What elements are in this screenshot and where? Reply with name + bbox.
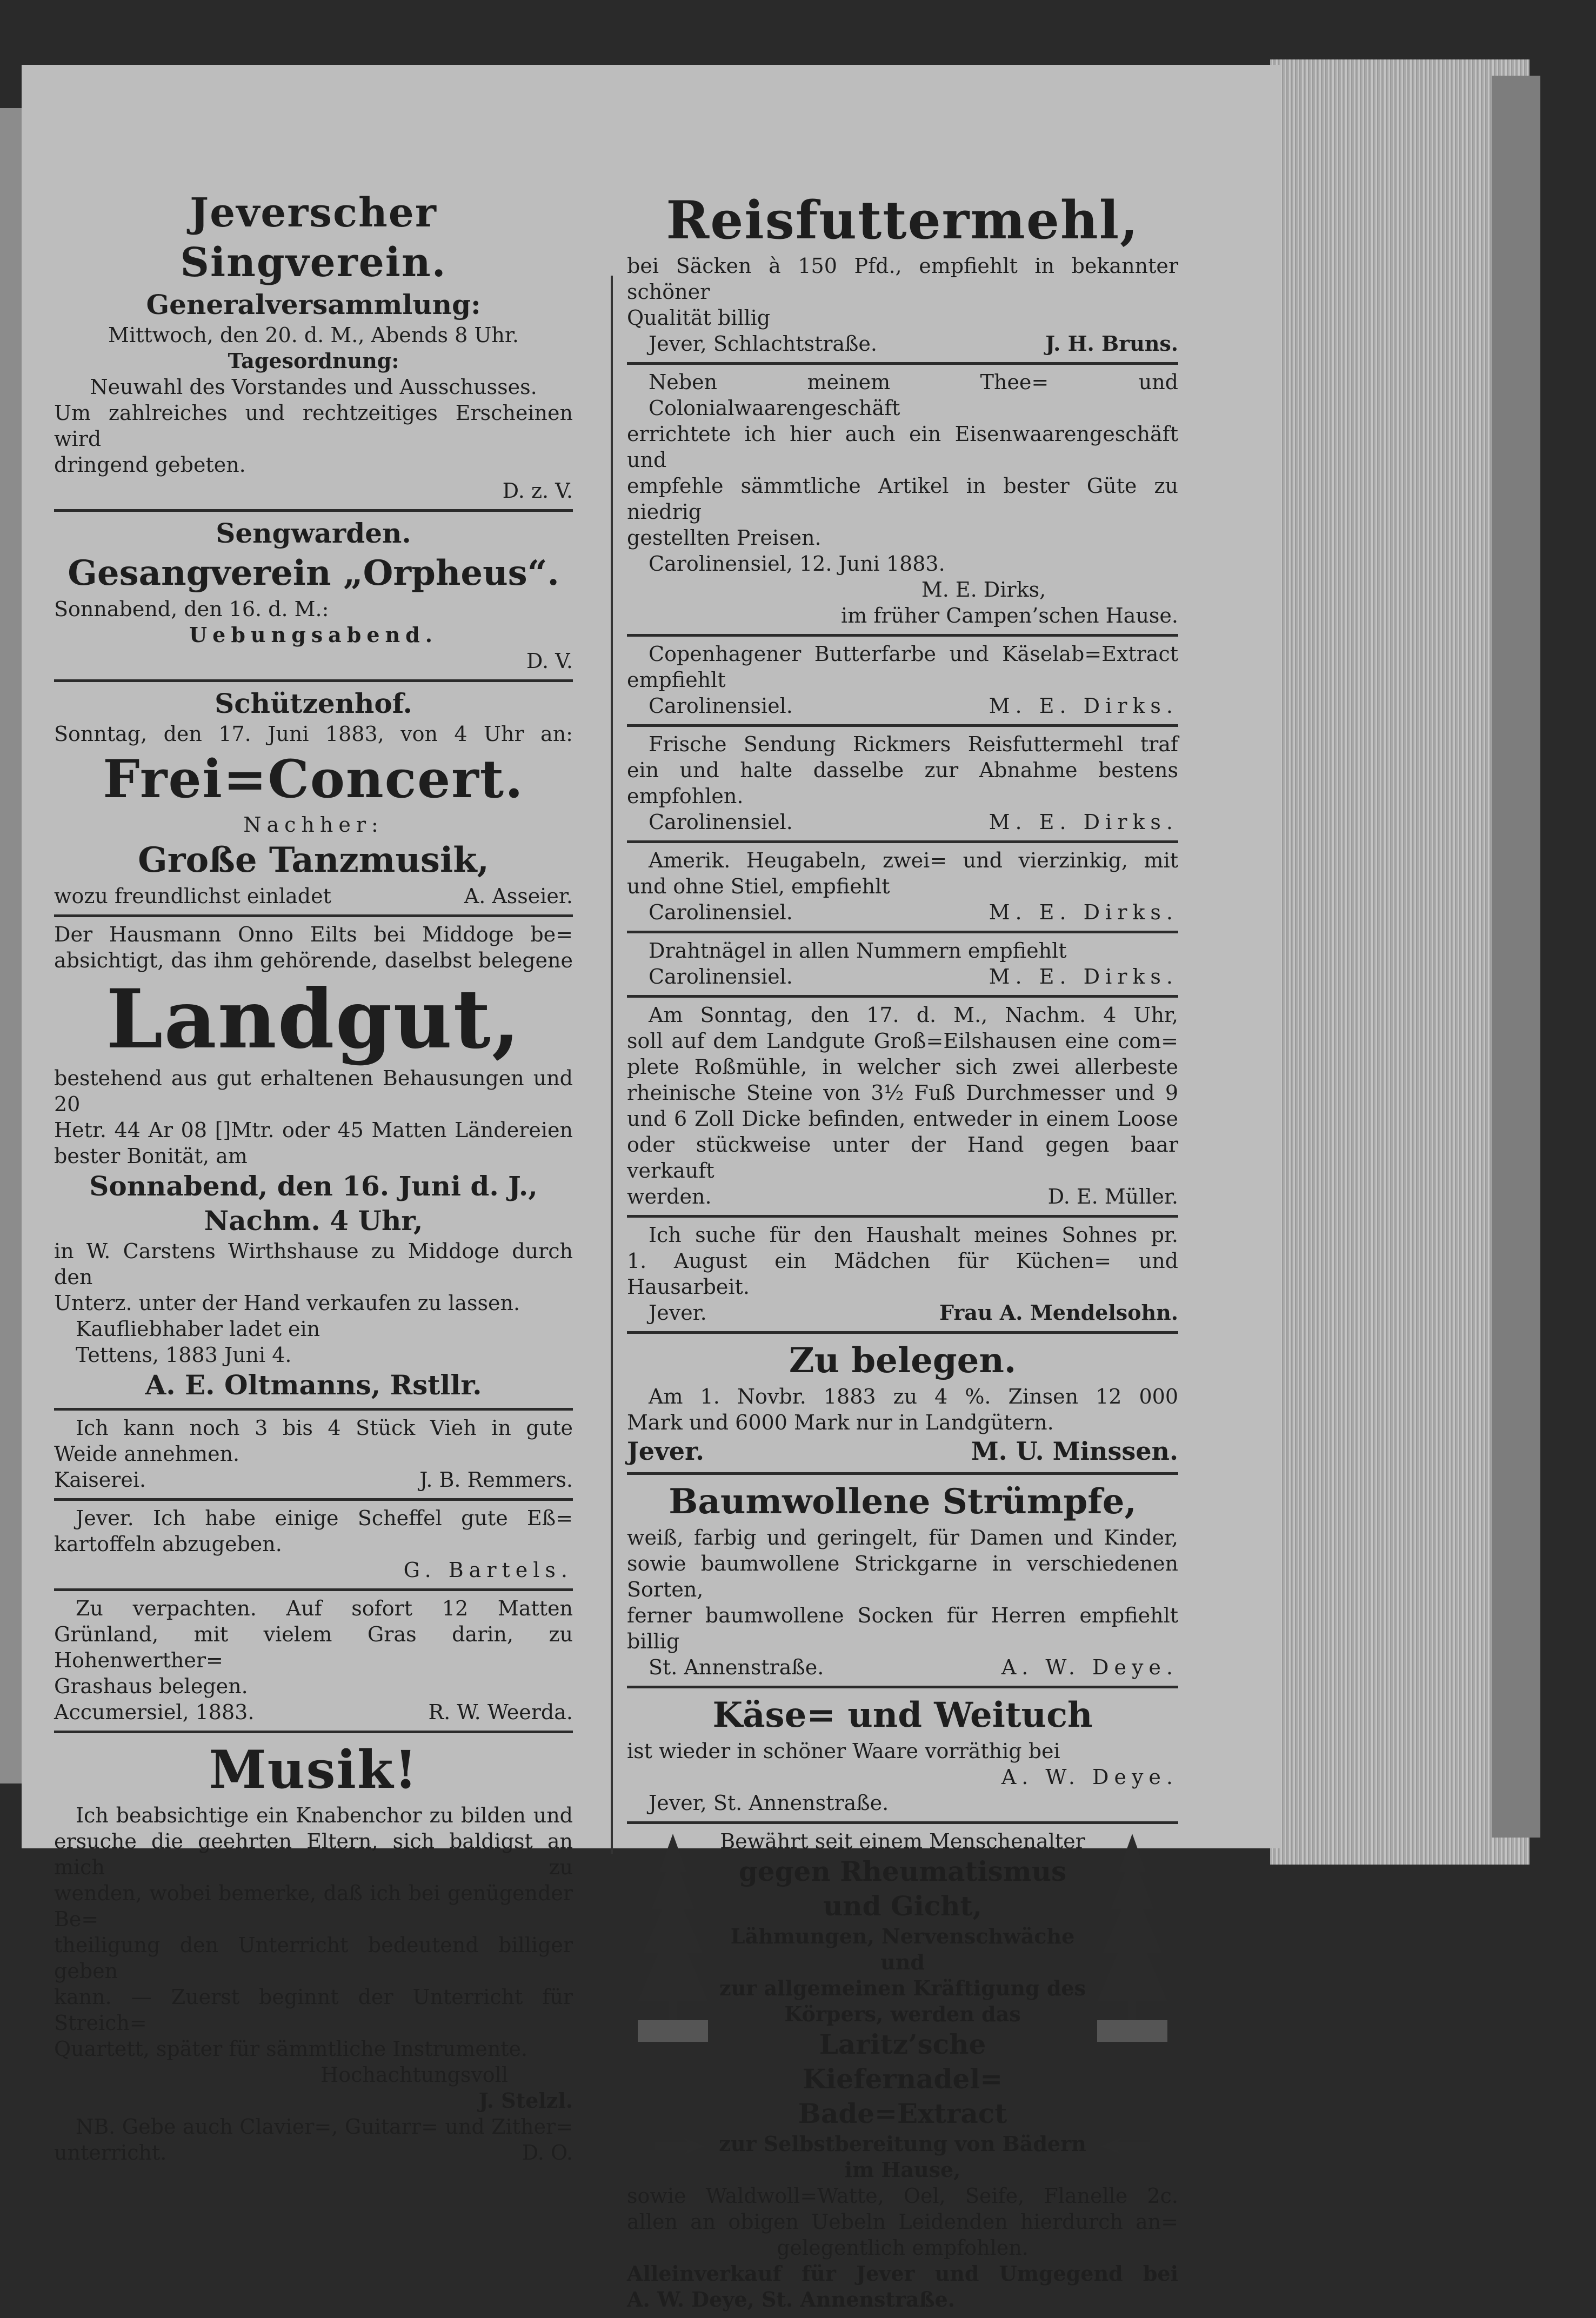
ad-text: theiligung den Unterricht bedeutend billiger geben bbox=[54, 1933, 573, 1983]
ad-heading: und Gicht, bbox=[823, 1890, 983, 1922]
ad-text: Ich suche für den Haushalt meines Sohnes pr. bbox=[649, 1223, 1178, 1247]
ad-place: Carolinensiel. bbox=[649, 694, 793, 718]
ad-signature-row bbox=[627, 899, 1178, 925]
ad-text: Lähmungen, Nervenschwäche und bbox=[730, 1924, 1075, 1974]
ad-title: Musik! bbox=[209, 1739, 418, 1800]
ad-signature: M. E. Dirks. bbox=[989, 694, 1178, 718]
left-page-edge bbox=[0, 108, 22, 1783]
pointing-hand-left-icon bbox=[1093, 2136, 1153, 2156]
ad-place: Accumersiel, 1883. bbox=[54, 1700, 255, 1724]
ad-signature-row bbox=[54, 1699, 573, 1725]
ad-reisfuttermehl bbox=[627, 184, 1178, 365]
ad-signature: Frau A. Mendelsohn. bbox=[939, 1300, 1178, 1325]
ad-text: soll auf dem Landgute Groß=Eilshausen eine com= bbox=[627, 1029, 1178, 1053]
ad-text: sowie Waldwoll=Watte, Oel, Seife, Flanelle 2c. bbox=[627, 2184, 1178, 2208]
ad-text: wenden, wobei bemerke, daß ich bei genügender Be= bbox=[54, 1881, 573, 1931]
ad-subtitle: Große Tanzmusik, bbox=[138, 840, 489, 880]
ad-signature-row bbox=[627, 1184, 1178, 1210]
left-column bbox=[54, 184, 573, 2171]
ad-signature: M. E. Dirks. bbox=[989, 810, 1178, 834]
ad-signature-row bbox=[627, 331, 1178, 357]
ad-signature-row bbox=[627, 1435, 1178, 1467]
ad-text: ferner baumwollene Socken für Herren empfiehlt billig bbox=[627, 1604, 1178, 1653]
ad-landgut bbox=[54, 917, 573, 1411]
ad-struempfe bbox=[627, 1475, 1178, 1688]
ad-text: NB. Gebe auch Clavier=, Guitarr= und Zither= bbox=[76, 2115, 573, 2139]
ad-signature: M. E. Dirks. bbox=[989, 965, 1178, 988]
ad-text: Hetr. 44 Ar 08 []Mtr. oder 45 Matten Ländereien bbox=[54, 1118, 573, 1142]
ad-place: Carolinensiel. bbox=[649, 810, 793, 834]
ad-signature-row bbox=[627, 1654, 1178, 1680]
ad-heugabeln bbox=[627, 843, 1178, 933]
ad-zu-belegen bbox=[627, 1334, 1178, 1475]
ad-signature-row bbox=[54, 883, 573, 909]
ad-place: Jever, Schlachtstraße. bbox=[649, 332, 877, 356]
ad-text: gestellten Preisen. bbox=[627, 526, 822, 550]
ad-text: unterricht. bbox=[54, 2141, 167, 2165]
ad-date: Sonnabend, den 16. Juni d. J., bbox=[89, 1170, 538, 1202]
ad-text: ein und halte dasselbe zur Abnahme bestens empfohlen. bbox=[627, 758, 1178, 808]
ad-signature: M. U. Minssen. bbox=[971, 1437, 1178, 1466]
ad-text: sowie baumwollene Strickgarne in verschiedenen Sorten, bbox=[627, 1552, 1178, 1601]
ad-musik bbox=[54, 1733, 573, 2171]
ad-text: Grünland, mit vielem Gras darin, zu Hohenwerther= bbox=[54, 1622, 573, 1672]
pointing-hand-right-icon bbox=[652, 2136, 712, 2156]
ad-signature-row bbox=[627, 964, 1178, 990]
ad-text: oder stückweise unter der Hand gegen baar verkauft bbox=[627, 1133, 1178, 1183]
ad-signature: J. B. Remmers. bbox=[419, 1468, 573, 1492]
agenda-label: Tagesordnung: bbox=[228, 349, 399, 373]
pine-tree-icon bbox=[627, 1828, 719, 2055]
newspaper-page bbox=[22, 65, 1281, 2312]
ad-text: Quartett, später für sämmtliche Instrumente. bbox=[54, 2037, 528, 2061]
ad-kaese-weituch bbox=[627, 1688, 1178, 1824]
ad-text: ist wieder in schöner Waare vorräthig bei bbox=[627, 1739, 1060, 1763]
right-column bbox=[627, 184, 1178, 2318]
ad-signature-row bbox=[54, 2140, 573, 2166]
ad-singverein bbox=[54, 184, 573, 512]
ad-event: Uebungsabend. bbox=[189, 623, 438, 647]
ad-place-date: Tettens, 1883 Juni 4. bbox=[76, 1343, 292, 1367]
ad-eisenwaaren bbox=[627, 365, 1178, 637]
ad-signature-row bbox=[627, 1300, 1178, 1326]
ad-text: dringend gebeten. bbox=[54, 453, 246, 477]
ad-text: ersuche die geehrten Eltern, sich baldigst an mich zu bbox=[54, 1829, 573, 1879]
ad-text: Mark und 6000 Mark nur in Landgütern. bbox=[627, 1411, 1054, 1434]
ad-signature: J. Stelzl. bbox=[478, 2088, 573, 2113]
ad-text: werden. bbox=[627, 1185, 712, 1208]
ad-signature: A. W. Deye. bbox=[1001, 1655, 1178, 1679]
ad-place-date: Carolinensiel, 12. Juni 1883. bbox=[649, 552, 945, 576]
ad-text: und 6 Zoll Dicke befinden, entweder in einem Loose bbox=[627, 1107, 1178, 1131]
ad-kiefernadel bbox=[627, 1824, 1178, 2318]
ad-text: bestehend aus gut erhaltenen Behausungen und 20 bbox=[54, 1066, 573, 1116]
ad-text: zur Selbstbereitung von Bädern bbox=[719, 2132, 1086, 2156]
ad-signature-row bbox=[627, 809, 1178, 835]
ad-text: Zu verpachten. Auf sofort 12 Matten bbox=[76, 1596, 573, 1620]
ad-signature: A. E. Oltmanns, Rstllr. bbox=[145, 1369, 482, 1401]
ad-text: Körpers, werden das bbox=[784, 2002, 1021, 2026]
ad-text: Der Hausmann Onno Eilts bei Middoge be= bbox=[54, 923, 573, 946]
ad-text: Frische Sendung Rickmers Reisfuttermehl traf bbox=[649, 732, 1178, 756]
ad-text: plete Roßmühle, in welcher sich zwei allerbeste bbox=[627, 1055, 1178, 1079]
ad-date: Nachm. 4 Uhr, bbox=[204, 1205, 423, 1237]
ad-text: Copenhagener Butterfarbe und Käselab=Extract bbox=[649, 642, 1178, 666]
ad-signature: D. O. bbox=[522, 2141, 573, 2165]
ad-place: Schützenhof. bbox=[215, 687, 412, 719]
ad-signature: R. W. Weerda. bbox=[428, 1700, 573, 1724]
ad-vieh bbox=[54, 1411, 573, 1501]
ad-text: Alleinverkauf für Jever und Umgegend bei bbox=[627, 2261, 1178, 2286]
ad-place: Jever. bbox=[627, 1437, 705, 1466]
ad-text: allen an obigen Uebeln Leidenden hierdurch an= bbox=[627, 2210, 1178, 2234]
ad-signature: G. Bartels. bbox=[403, 1558, 573, 1582]
ad-text: Um zahlreiches und rechtzeitiges Erscheinen wird bbox=[54, 401, 573, 451]
ad-text: Jever. Ich habe einige Scheffel gute Eß= bbox=[76, 1506, 573, 1530]
ad-signature: M. E. Dirks, bbox=[921, 578, 1046, 602]
ad-place: Kaiserei. bbox=[54, 1468, 146, 1492]
ad-text-block bbox=[719, 1828, 1086, 2131]
ad-signature-row bbox=[627, 693, 1178, 719]
ad-text: und ohne Stiel, empfiehlt bbox=[627, 874, 890, 898]
ad-verpachten bbox=[54, 1591, 573, 1733]
ad-signature: D. V. bbox=[526, 649, 573, 673]
ad-signature-row bbox=[54, 1467, 573, 1493]
ad-text: bei Säcken à 150 Pfd., empfiehlt in bekannter schöner bbox=[627, 254, 1178, 304]
ad-drahtnaegel bbox=[627, 933, 1178, 998]
ad-text: Bewährt seit einem Menschenalter bbox=[720, 1829, 1085, 1853]
ad-text: Ich kann noch 3 bis 4 Stück Vieh in gute bbox=[76, 1416, 573, 1440]
ad-text: Am Sonntag, den 17. d. M., Nachm. 4 Uhr, bbox=[649, 1003, 1178, 1027]
ad-date-line: Sonntag, den 17. Juni 1883, von 4 Uhr an: bbox=[54, 722, 573, 746]
ad-heading: Bade=Extract bbox=[798, 2097, 1007, 2129]
ad-text: empfiehlt bbox=[627, 668, 726, 692]
ad-text: kann. — Zuerst beginnt der Unterricht für Streich= bbox=[54, 1985, 573, 2035]
ad-title: Gesangverein „Orpheus“. bbox=[68, 553, 559, 593]
ad-text: bester Bonität, am bbox=[54, 1144, 248, 1168]
ad-rossmuehle bbox=[627, 998, 1178, 1218]
ad-text: gelegentlich empfohlen. bbox=[777, 2236, 1029, 2260]
ad-heading: Laritz’sche Kiefernadel= bbox=[802, 2028, 1003, 2095]
ad-invite: wozu freundlichst einladet bbox=[54, 884, 331, 908]
ad-heading: gegen Rheumatismus bbox=[738, 1855, 1067, 1887]
ad-text: kartoffeln abzugeben. bbox=[54, 1532, 282, 1556]
column-divider bbox=[611, 276, 613, 1854]
ad-kartoffeln bbox=[54, 1501, 573, 1591]
ad-title: Frei=Concert. bbox=[103, 749, 524, 810]
book-page-edges bbox=[1270, 59, 1530, 1865]
ad-text: 1. August ein Mädchen für Küchen= und Hausarbeit. bbox=[627, 1249, 1178, 1299]
ad-text: A. W. Deye, St. Annenstraße. bbox=[627, 2287, 955, 2312]
ad-text: zur allgemeinen Kräftigung des bbox=[719, 1976, 1086, 2000]
ad-text: Neben meinem Thee= und Colonialwaarengeschäft bbox=[649, 370, 1178, 420]
ad-text: Am 1. Novbr. 1883 zu 4 %. Zinsen 12 000 bbox=[649, 1385, 1178, 1408]
ad-title: Reisfuttermehl, bbox=[666, 190, 1139, 251]
ad-signature: D. z. V. bbox=[502, 479, 573, 503]
ad-signature: A. W. Deye. bbox=[1001, 1765, 1178, 1789]
ad-place: Carolinensiel. bbox=[649, 900, 793, 924]
ad-text: Qualität billig bbox=[627, 306, 771, 330]
ad-title: Baumwollene Strümpfe, bbox=[669, 1481, 1137, 1522]
ad-text: in W. Carstens Wirthshause zu Middoge durch den bbox=[54, 1239, 573, 1289]
ad-text: weiß, farbig und geringelt, für Damen und Kinder, bbox=[627, 1526, 1178, 1549]
ad-text: Kaufliebhaber ladet ein bbox=[76, 1317, 320, 1341]
ad-text: errichtete ich hier auch ein Eisenwaarengeschäft und bbox=[627, 422, 1178, 472]
ad-place: Jever. bbox=[649, 1301, 707, 1325]
ad-place: Jever, St. Annenstraße. bbox=[649, 1791, 889, 1815]
ad-title: Zu belegen. bbox=[789, 1340, 1017, 1381]
ad-butterfarbe bbox=[627, 637, 1178, 727]
ad-title: Käse= und Weituch bbox=[712, 1695, 1093, 1735]
ad-text: im Hause, bbox=[844, 2157, 961, 2182]
ad-maedchen bbox=[627, 1218, 1178, 1334]
ad-orpheus bbox=[54, 512, 573, 682]
ad-place: St. Annenstraße. bbox=[649, 1655, 824, 1679]
ad-address: im früher Campen’schen Hause. bbox=[841, 604, 1178, 627]
ad-text: empfehle sämmtliche Artikel in bester Güte zu niedrig bbox=[627, 474, 1178, 524]
ad-signature: A. Asseier. bbox=[464, 884, 573, 908]
ad-date-line: Mittwoch, den 20. d. M., Abends 8 Uhr. bbox=[108, 323, 519, 347]
tree-illustration-row bbox=[627, 1828, 1178, 2131]
ad-text: Drahtnägel in allen Nummern empfiehlt bbox=[649, 939, 1067, 963]
ad-signature: D. E. Müller. bbox=[1047, 1185, 1178, 1208]
ad-text: Ich beabsichtige ein Knabenchor zu bilden und bbox=[76, 1803, 573, 1827]
ad-closing: Hochachtungsvoll bbox=[320, 2063, 508, 2087]
ad-date-line: Sonnabend, den 16. d. M.: bbox=[54, 597, 329, 621]
ad-signature: M. E. Dirks. bbox=[989, 900, 1178, 924]
pine-tree-icon bbox=[1086, 1828, 1178, 2055]
ad-after-label: Nachher: bbox=[243, 813, 384, 837]
ad-signature: J. H. Bruns. bbox=[1045, 331, 1178, 356]
book-spine bbox=[1492, 76, 1540, 1838]
ad-text: Unterz. unter der Hand verkaufen zu lassen. bbox=[54, 1291, 520, 1315]
ad-place: Sengwarden. bbox=[216, 517, 411, 549]
ad-concert bbox=[54, 682, 573, 917]
ad-rickmers bbox=[627, 727, 1178, 843]
ad-place: Carolinensiel. bbox=[649, 965, 793, 988]
ad-text-row bbox=[627, 2131, 1178, 2157]
ad-title: Jeverscher Singverein. bbox=[180, 190, 447, 286]
ad-text: Amerik. Heugabeln, zwei= und vierzinkig, mit bbox=[649, 849, 1178, 872]
ad-title: Landgut, bbox=[105, 972, 522, 1067]
agenda-text: Neuwahl des Vorstandes und Ausschusses. bbox=[90, 375, 537, 399]
ad-text: Grashaus belegen. bbox=[54, 1674, 248, 1698]
ad-text: Weide annehmen. bbox=[54, 1442, 240, 1466]
ad-subtitle: Generalversammlung: bbox=[146, 289, 481, 320]
ad-text: absichtigt, das ihm gehörende, daselbst belegene bbox=[54, 948, 573, 972]
ad-text: rheinische Steine von 3½ Fuß Durchmesser und 9 bbox=[627, 1081, 1178, 1105]
